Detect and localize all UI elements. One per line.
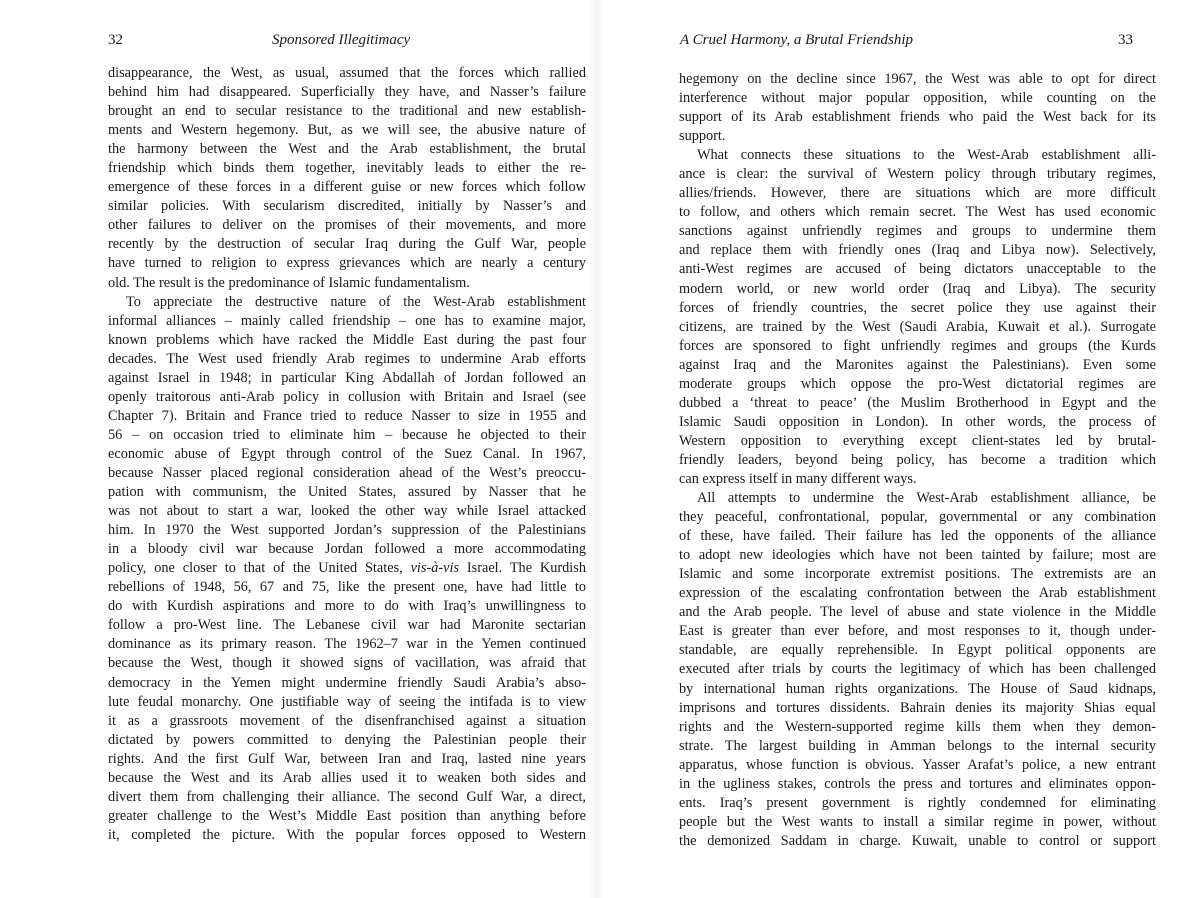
text-line: moderate groups which oppose the pro-West dictatorial regimes are	[679, 375, 1156, 392]
text-line: Islamic Saudi opposition in London). In other words, the process of	[679, 413, 1156, 430]
text-line: strate. The largest building in Amman belongs to the internal security	[679, 737, 1156, 754]
text-line: old. The result is the predominance of Islamic fundamentalism.	[108, 274, 470, 291]
text-line: dictated by powers committed to denying the Palestinian people their	[108, 731, 586, 748]
text-line: sanctions against unfriendly regimes and groups to undermine them	[679, 223, 1156, 240]
text-line: Chapter 7). Britain and France tried to reduce Nasser to size in 1955 and	[108, 407, 586, 424]
text-line: disappearance, the West, as usual, assumed that the forces which rallied	[108, 65, 586, 81]
page-number: 32	[108, 32, 123, 48]
text-line: imprisons and tortures dissidents. Bahrain denies its majority Shias equal	[679, 699, 1156, 716]
text-line: lute feudal monarchy. One justifiable way of seeing the intifada is to view	[108, 693, 586, 710]
text-line: in a bloody civil war because Jordan followed a more accommodating	[108, 541, 586, 558]
text-line: because the West and its Arab allies used it to weaken both sides and	[108, 769, 586, 786]
text-line: similar policies. With secularism discredited, initially by Nasser’s and	[108, 198, 586, 215]
right-page	[597, 0, 1195, 898]
text-line: rights. And the first Gulf War, between Iran and Iraq, lasted nine years	[108, 750, 586, 767]
text-line: ance is clear: the survival of Western policy through tributary regimes,	[679, 166, 1156, 183]
text-line: to adopt new ideologies which have not been tainted by failure; most are	[679, 547, 1156, 564]
text-line: expression of the escalating confrontation between the Arab establishment	[679, 585, 1156, 602]
text-line: people but the West wants to install a similar regime in power, without	[679, 813, 1156, 830]
text-line: friendship which binds them together, inevitably leads to either the re-	[108, 160, 586, 177]
text-line: dubbed a ‘threat to peace’ (the Muslim Brotherhood in Egypt and the	[679, 394, 1156, 411]
text-line: economic abuse of Egypt through control of the Suez Canal. In 1967,	[108, 445, 586, 462]
text-line: friendly leaders, beyond being policy, has become a tradition which	[679, 451, 1156, 468]
text-line: of these, have failed. Their failure has led the opponents of the alliance	[679, 528, 1156, 545]
text-line: have turned to religion to express grievances which are nearly a century	[108, 255, 586, 272]
text-line: follow a pro-West line. The Lebanese civil war had Maronite sectarian	[108, 617, 586, 634]
text-line: 56 – on occasion tried to eliminate him – because he objected to their	[108, 426, 586, 443]
text-line: modern world, or new world order (Iraq and Libya). The security	[679, 280, 1156, 297]
text-line: can express itself in many different ways.	[679, 470, 917, 487]
text-line: pation with communism, the United States, assured by Nasser that he	[108, 484, 586, 501]
text-line: because the West, though it showed signs of vacillation, was afraid that	[108, 655, 586, 672]
text-line: interference without major popular opposition, while counting on the	[679, 90, 1156, 107]
text-line: allies/friends. However, there are situations which are more difficult	[679, 185, 1156, 202]
text-line: him. In 1970 the West supported Jordan’s suppression of the Palestinians	[108, 522, 586, 539]
text-line: democracy in the Yemen might undermine friendly Saudi Arabia’s abso-	[108, 674, 586, 691]
text-line: informal alliances – mainly called friendship – one has to examine major,	[108, 312, 586, 329]
text-line: forces are sponsored to fight unfriendly regimes and groups (the Kurds	[679, 337, 1156, 354]
text-line: All attempts to undermine the West-Arab establishment alliance, be	[697, 490, 1156, 507]
text-line: decades. The West used friendly Arab regimes to undermine Arab efforts	[108, 350, 586, 367]
text-line: against Iraq and the Maronites against the Palestinians). Even some	[679, 356, 1156, 373]
text-line: to follow, and others which remain secret. The West has used economic	[679, 204, 1156, 221]
text-line: East is greater than ever before, and most responses to it, though under-	[679, 623, 1156, 640]
body-text	[108, 64, 586, 845]
text-line: hegemony on the decline since 1967, the West was able to opt for direct	[679, 71, 1156, 87]
text-line: and replace them with friendly ones (Iraq and Libya now). Selectively,	[679, 242, 1156, 259]
text-line: emergence of these forces in a different guise or new forces which follow	[108, 179, 586, 196]
text-line: To appreciate the destructive nature of the West-Arab establishment	[126, 293, 586, 310]
text-line: known problems which have racked the Middle East during the past four	[108, 331, 586, 348]
text-line: against Israel in 1948; in particular King Abdallah of Jordan followed an	[108, 369, 586, 386]
text-line: it, completed the picture. With the popular forces opposed to Western	[108, 826, 586, 843]
text-line: anti-West regimes are accused of being dictators unacceptable to the	[679, 261, 1156, 278]
text-line: Islamic and some incorporate extremist positions. The extremists are an	[679, 566, 1156, 583]
left-page	[0, 0, 597, 898]
text-line: ents. Iraq’s present government is rightly condemned for eliminating	[679, 794, 1156, 811]
text-line: and the Arab people. The level of abuse and state violence in the Middle	[679, 604, 1156, 621]
text-line: rights and the Western-supported regime kills them when they demon-	[679, 718, 1156, 735]
text-line: in the ugliness stakes, controls the press and tortures and eliminates oppon-	[679, 775, 1156, 792]
text-line: standable, are equally reprehensible. In Egypt political opponents are	[679, 642, 1156, 659]
text-line: rebellions of 1948, 56, 67 and 75, like the present one, have had little to	[108, 579, 586, 596]
text-line: greater challenge to the West’s Middle East position than anything before	[108, 807, 586, 824]
text-line: apparatus, whose function is obvious. Yasser Arafat’s police, a new entrant	[679, 756, 1156, 773]
running-head-title: A Cruel Harmony, a Brutal Friendship	[680, 32, 914, 48]
text-line: brought an end to secular resistance to the traditional and new establish-	[108, 103, 586, 120]
text-line: support.	[679, 128, 726, 145]
text-line: dominance as its primary reason. The 1962–7 war in the Yemen continued	[108, 636, 586, 653]
text-line: Western opposition to everything except client-states led by brutal-	[679, 432, 1156, 449]
text-line: citizens, are trained by the West (Saudi Arabia, Kuwait et al.). Surrogate	[679, 318, 1156, 335]
text-line: because Nasser placed regional consideration ahead of the West’s preoccu-	[108, 464, 586, 481]
text-line: other failures to deliver on the promises of their movements, and more	[108, 217, 586, 234]
text-line: ments and Western hegemony. But, as we will see, the abusive nature of	[108, 122, 586, 139]
text-line: executed after trials by courts the legitimacy of which has been challenged	[679, 661, 1156, 678]
text-line: was not about to start a war, looked the other way while Israel attacked	[108, 503, 586, 520]
text-line: recently by the destruction of secular Iraq during the Gulf War, people	[108, 236, 586, 253]
text-line: policy, one closer to that of the United States, vis-à-vis Israel. The Kurdish	[108, 560, 586, 577]
page-number: 33	[1118, 32, 1133, 48]
running-head-title: Sponsored Illegitimacy	[272, 32, 411, 48]
text-line: do with Kurdish aspirations and more to do with Iraq’s unwillingness to	[108, 598, 586, 615]
text-line: divert them from challenging their alliance. The second Gulf War, a direct,	[108, 788, 586, 805]
body-text	[679, 70, 1156, 851]
text-line: the demonized Saddam in charge. Kuwait, unable to control or support	[679, 832, 1156, 849]
text-line: they peaceful, confrontational, popular, governmental or any combination	[679, 509, 1156, 526]
text-line: What connects these situations to the West-Arab establishment alli-	[697, 147, 1156, 164]
text-line: openly traitorous anti-Arab policy in collusion with Britain and Israel (see	[108, 388, 586, 405]
text-line: by international human rights organizations. The House of Saud kidnaps,	[679, 680, 1156, 697]
text-line: behind him had disappeared. Superficially they have, and Nasser’s failure	[108, 84, 586, 101]
text-line: support of its Arab establishment friends who paid the West back for its	[679, 109, 1156, 126]
text-line: forces of friendly countries, the secret police they use against their	[679, 299, 1156, 316]
text-line: it as a grassroots movement of the disenfranchised against a situation	[108, 712, 586, 729]
text-line: the harmony between the West and the Arab establishment, the brutal	[108, 141, 586, 158]
